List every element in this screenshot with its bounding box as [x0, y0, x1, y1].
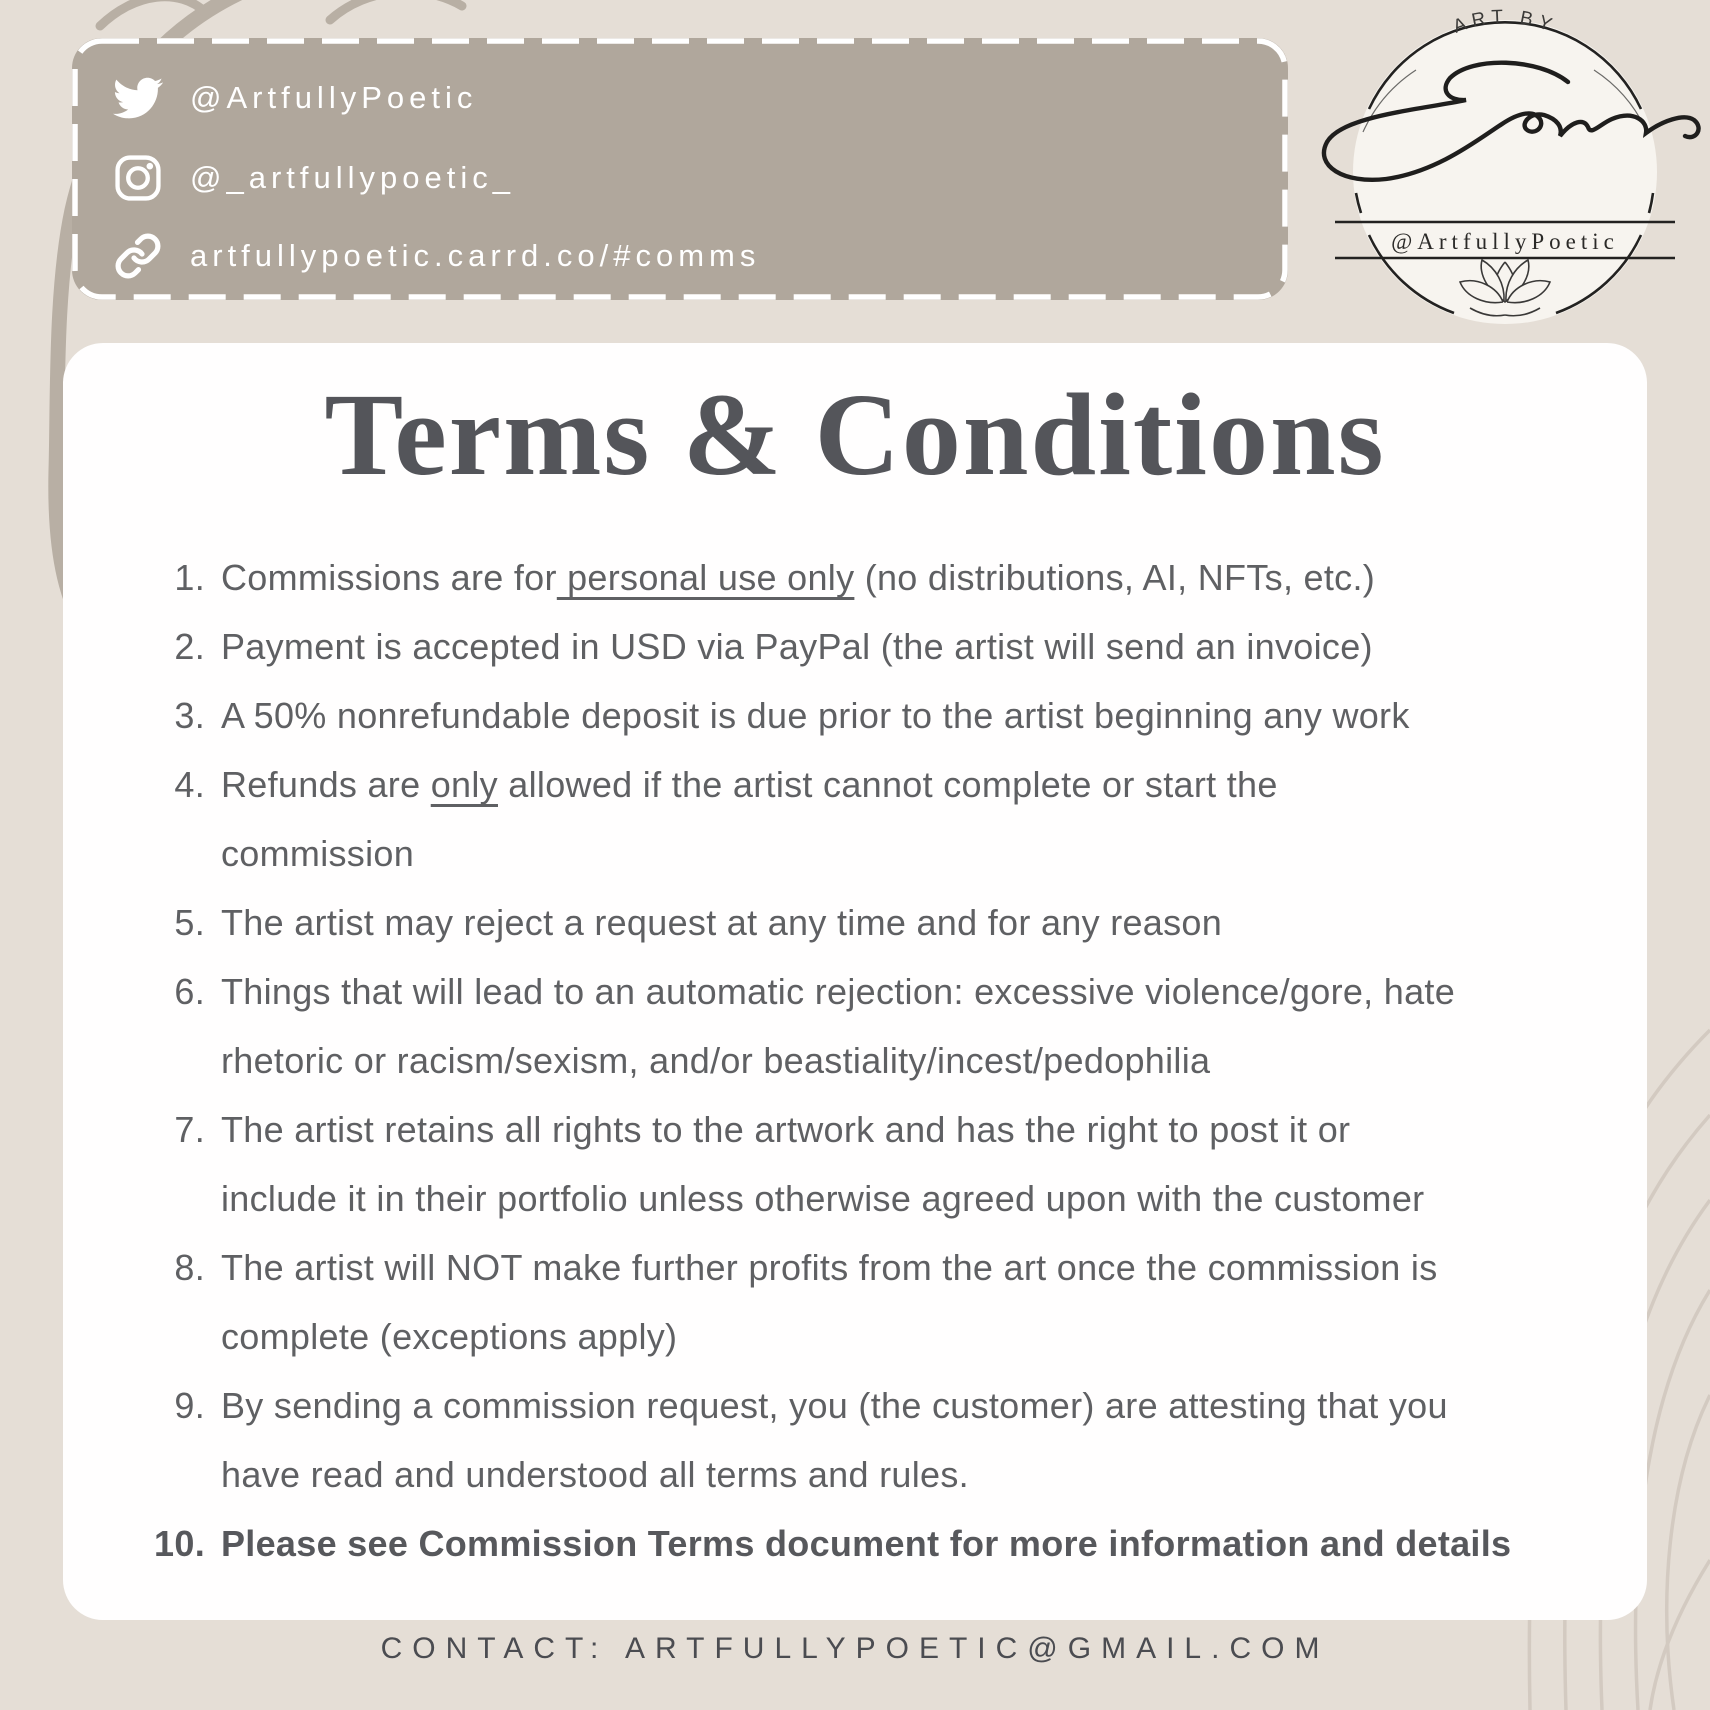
term-item	[123, 1371, 1647, 1509]
logo-art-by-text: ART BY	[1450, 6, 1560, 38]
term-number: 3.	[174, 695, 205, 736]
term-text: Payment is accepted in USD via PayPal (the artist will send an invoice)	[221, 626, 1373, 667]
term-text: Commissions are for personal use only (no distributions, AI, NFTs, etc.)	[221, 557, 1376, 598]
instagram-icon	[112, 152, 164, 204]
term-text: A 50% nonrefundable deposit is due prior to the artist beginning any work	[221, 695, 1410, 736]
term-item	[123, 750, 1647, 888]
term-text: By sending a commission request, you (the customer) are attesting that you have read and understood all terms and rules.	[221, 1385, 1448, 1495]
term-text: The artist may reject a request at any time and for any reason	[221, 902, 1223, 943]
term-item	[123, 957, 1647, 1095]
twitter-handle: @ArtfullyPoetic	[190, 80, 478, 115]
term-text: Refunds are only allowed if the artist cannot complete or start the commission	[221, 764, 1278, 874]
term-text: Please see Commission Terms document for more information and details	[221, 1523, 1512, 1564]
term-number: 2.	[174, 626, 205, 667]
terms-list	[63, 543, 1647, 1578]
term-number: 1.	[174, 557, 205, 598]
term-item	[123, 543, 1647, 612]
term-number: 8.	[174, 1247, 205, 1288]
social-links-box	[72, 38, 1288, 300]
logo-handle-text: @ArtfullyPoetic	[1391, 229, 1619, 254]
link-icon	[112, 230, 164, 282]
artist-logo	[1300, 0, 1710, 345]
term-number: 4.	[174, 764, 205, 805]
page-title: Terms & Conditions	[324, 369, 1386, 500]
term-number: 10.	[154, 1523, 205, 1564]
twitter-row	[112, 72, 477, 124]
term-item	[123, 1095, 1647, 1233]
term-number: 7.	[174, 1109, 205, 1150]
term-text: The artist retains all rights to the artwork and has the right to post it or include it in their portfolio unless otherwise agreed upon with the customer	[221, 1109, 1425, 1219]
website-url: artfullypoetic.carrd.co/#comms	[190, 238, 761, 273]
website-row	[112, 230, 760, 282]
term-number: 9.	[174, 1385, 205, 1426]
contact-line: CONTACT: ARTFULLYPOETIC@GMAIL.COM	[380, 1632, 1330, 1665]
term-text: Things that will lead to an automatic rejection: excessive violence/gore, hate rhetoric or racism/sexism, and/or beastiality/incest/pedophilia	[221, 971, 1456, 1081]
term-item	[123, 1509, 1647, 1578]
term-item	[123, 1233, 1647, 1371]
term-item	[123, 888, 1647, 957]
term-number: 5.	[174, 902, 205, 943]
term-item	[123, 612, 1647, 681]
instagram-handle: @_artfullypoetic_	[190, 160, 515, 195]
term-text: The artist will NOT make further profits from the art once the commission is complete (exceptions apply)	[221, 1247, 1438, 1357]
terms-card	[63, 343, 1647, 1620]
term-item	[123, 681, 1647, 750]
twitter-icon	[112, 72, 164, 124]
term-number: 6.	[174, 971, 205, 1012]
instagram-row	[112, 152, 515, 204]
